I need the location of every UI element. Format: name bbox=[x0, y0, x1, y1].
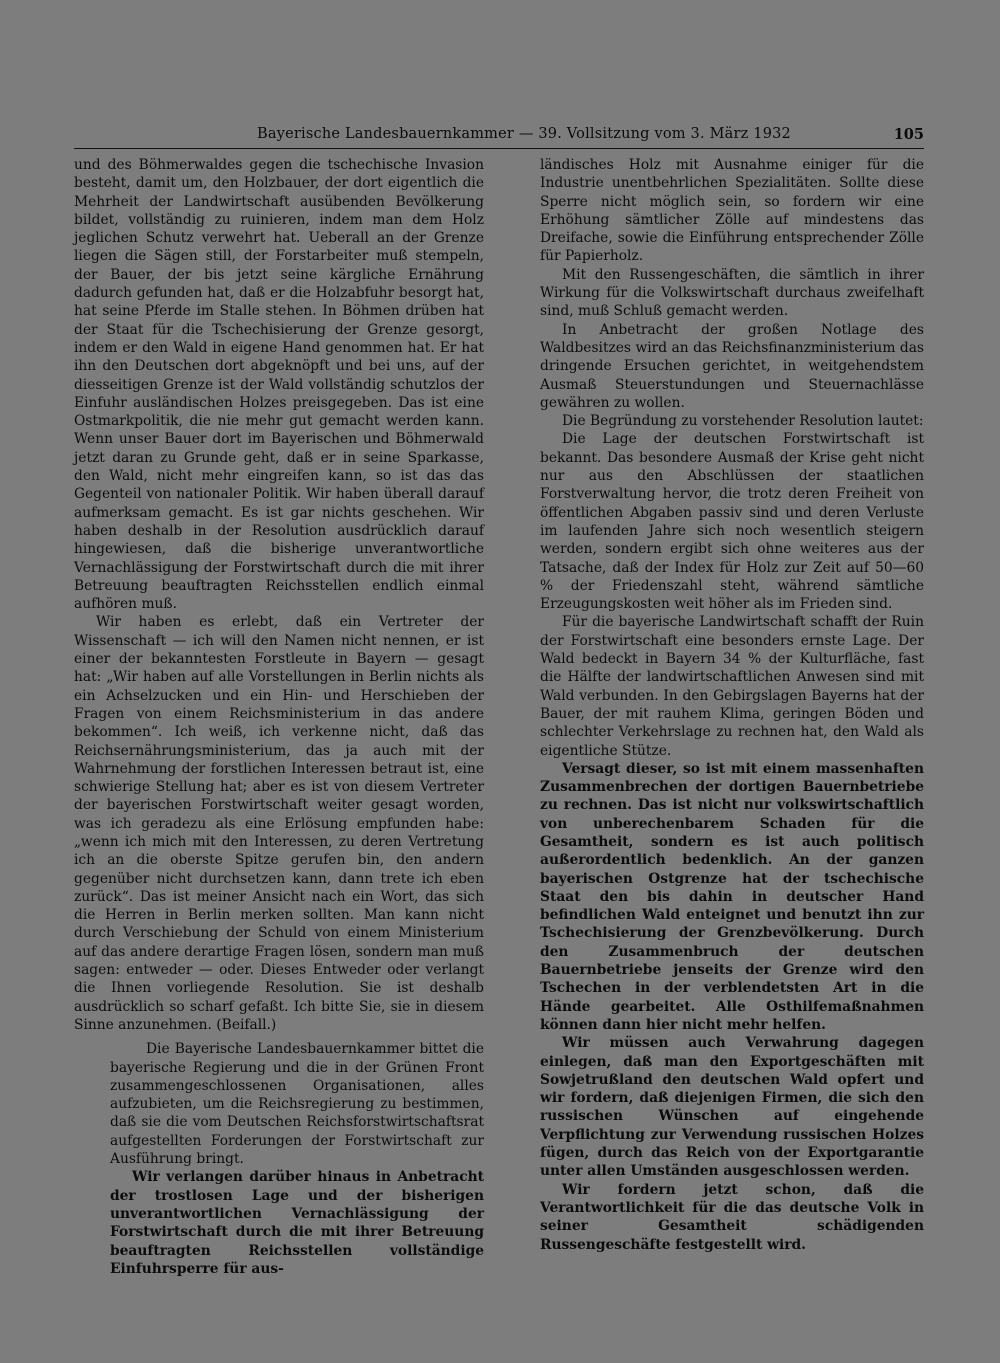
running-head: Bayerische Landesbauernkammer — 39. Vollsitzung vom 3. März 1932 bbox=[257, 126, 791, 142]
paragraph: Für die bayerische Landwirtschaft schafft der Ruin der Forstwirtschaft eine besonders ernste Lage. Der Wald bedeckt in Bayern 34 % der Kulturfläche, fast die Hälfte der landwirtschaftlichen Anwesen sind mit Wald verbunden. In den Gebirgslagen Bayerns hat der Bauer, der mit rauhem Klima, geringen Böden und schlechter Verkehrslage zu rechnen hat, den Wald als eigentliche Stütze. bbox=[540, 614, 924, 759]
paragraph: Wir haben es erlebt, daß ein Vertreter der Wissenschaft — ich will den Namen nicht nennen, er ist einer der bekanntesten Forstleute in Bayern — gesagt hat: „Wir haben auf alle Vorstellungen in Berlin nichts als ein Achselzucken und ein Hin- und Herschieben der Fragen von einem Reichsministerium in das andere bekommen“. Ich weiß, ich verkenne nicht, daß das Reichsernährungsministerium, das ja auch mit der Wahrnehmung der forstlichen Interessen betraut ist, eine schwierige Stellung hat; aber es ist von diesem Vertreter der bayerischen Forstwirtschaft weiter gesagt worden, was ich geradezu als eine Erlösung empfunden habe: „wenn ich mich mit den Interessen, zu deren Vertretung ich an die oberste Spitze gerufen bin, den andern gegenüber nicht durchsetzen kann, dann trete ich eben zurück“. Das ist meiner Ansicht nach ein Wort, das sich die Herren in Berlin merken sollten. Man kann nicht durch Verschiebung der Schuld von einem Ministerium auf das andere derartige Fragen lösen, sondern man muß sagen: entweder — oder. Dieses Entweder oder verlangt die Ihnen vorliegende Resolution. Sie ist deshalb ausdrücklich so scharf gefaßt. Ich bitte Sie, sie in diesem Sinne anzunehmen. (Beifall.) bbox=[74, 614, 484, 1033]
paragraph: Wir müssen auch Verwahrung dagegen einlegen, daß man den Exportgeschäften mit Sowjetrußland den deutschen Wald opfert und wir fordern, daß diejenigen Firmen, die sich den russischen Wünschen auf eingehende Verpflichtung zur Verwendung russischen Holzes fügen, durch das Reich von der Exportgarantie unter allen Umständen ausgeschlossen werden. bbox=[540, 1035, 924, 1180]
resolution-paragraph: Die Bayerische Landesbauernkammer bittet die bayerische Regierung und die in der Grünen Front zusammengeschlossenen Organisationen, alles aufzubieten, um die Reichsregierung zu bestimmen, daß sie die vom Deutschen Reichsforstwirtschaftsrat aufgestellten Forderungen der Forstwirtschaft zur Ausführung bringt. bbox=[110, 1041, 484, 1168]
page-header bbox=[74, 126, 924, 148]
paragraph: In Anbetracht der großen Notlage des Waldbesitzes wird an das Reichsfinanzministerium das dringende Ersuchen gerichtet, in weitgehendstem Ausmaß Steuerstundungen und Steuernachlässe gewähren zu wollen. bbox=[540, 321, 924, 411]
paragraph: Wir fordern jetzt schon, daß die Verantwortlichkeit für die das deutsche Volk in seiner Gesamtheit schädigenden Russengeschäfte festgestellt wird. bbox=[540, 1181, 924, 1253]
paragraph: Versagt dieser, so ist mit einem massenhaften Zusammenbrechen der dortigen Bauernbetriebe zu rechnen. Das ist nicht nur volkswirtschaftlich von unberechenbarem Schaden für die Gesamtheit, sondern es ist auch politisch außerordentlich bedenklich. An der ganzen bayerischen Ostgrenze hat der tschechische Staat den bis dahin in deutscher Hand befindlichen Wald enteignet und benutzt ihn zur Tschechisierung der Grenzbevölkerung. Durch den Zusammenbruch der deutschen Bauernbetriebe jenseits der Grenze wird den Tschechen in der verblendetsten Art in die Hände gearbeitet. Alle Osthilfemaßnahmen können dann hier nicht mehr helfen. bbox=[540, 760, 924, 1033]
left-column bbox=[74, 156, 484, 1278]
right-column bbox=[540, 156, 924, 1254]
paragraph: Die Begründung zu vorstehender Resolution lautet: bbox=[562, 413, 924, 430]
paragraph: und des Böhmerwaldes gegen die tschechische Invasion besteht, damit um, den Holzbauer, der dort eigentlich die Mehrheit der Landwirtschaft ausübenden Bevölkerung bildet, vollständig zu ruinieren, indem man dem Holz jeglichen Schutz verwehrt hat. Ueberall an der Grenze liegen die Sägen still, der Forstarbeiter muß stempeln, der Bauer, der bis jetzt seine kärgliche Ernährung dadurch gefunden hat, daß er die Holzabfuhr besorgt hat, hat seine Pferde im Stalle stehen. In Böhmen drüben hat der Staat für die Tschechisierung der Grenze gesorgt, indem er den Wald in eigene Hand genommen hat. Er hat ihn den Deutschen dort abgeknöpft und bei uns, auf der diesseitigen Grenze ist der Wald vollständig schutzlos der Einfuhr ausländischen Holzes preisgegeben. Das ist eine Ostmarkpolitik, die nie mehr gut gemacht werden kann. Wenn unser Bauer dort im Bayerischen und Böhmerwald jetzt daran zu Grunde geht, daß er in seine Sparkasse, den Wald, nicht mehr eingreifen kann, so ist das das Gegenteil von nationaler Politik. Wir haben überall darauf aufmerksam gemacht. Es ist gar nichts geschehen. Wir haben deshalb in der Resolution ausdrücklich darauf hingewiesen, daß die bisherige unverantwortliche Vernachlässigung der Forstwirtschaft durch die mit ihrer Betreuung beauftragten Reichsstellen endlich einmal aufhören muß. bbox=[74, 157, 484, 613]
paragraph: ländisches Holz mit Ausnahme einiger für die Industrie unentbehrlichen Spezialitäten. Sollte diese Sperre nicht möglich sein, so fordern wir eine Erhöhung sämtlicher Zölle auf mindestens das Dreifache, sowie die Einführung entsprechender Zölle für Papierholz. bbox=[540, 157, 924, 265]
paragraph: Die Lage der deutschen Forstwirtschaft ist bekannt. Das besondere Ausmaß der Krise geht nicht nur aus den Abschlüssen der staatlichen Forstverwaltung hervor, die trotz deren Freiheit von öffentlichen Abgaben passiv sind und deren Verluste im laufenden Jahre sich noch wesentlich steigern werden, sondern ergibt sich ohne weiteres aus der Tatsache, daß der Index für Holz zur Zeit auf 50—60 % der Friedenszahl steht, während sämtliche Erzeugungskosten weit höher als im Frieden sind. bbox=[540, 431, 924, 613]
page-number: 105 bbox=[893, 126, 924, 143]
resolution-paragraph: Wir verlangen darüber hinaus in Anbetracht der trostlosen Lage und der bisherigen unverantwortlichen Vernachlässigung der Forstwirtschaft durch die mit ihrer Betreuung beauftragten Reichsstellen vollständige Einfuhrsperre für aus- bbox=[110, 1169, 484, 1277]
paragraph: Mit den Russengeschäften, die sämtlich in ihrer Wirkung für die Volkswirtschaft durchaus zweifelhaft sind, muß Schluß gemacht werden. bbox=[540, 266, 924, 320]
header-rule bbox=[74, 148, 924, 149]
